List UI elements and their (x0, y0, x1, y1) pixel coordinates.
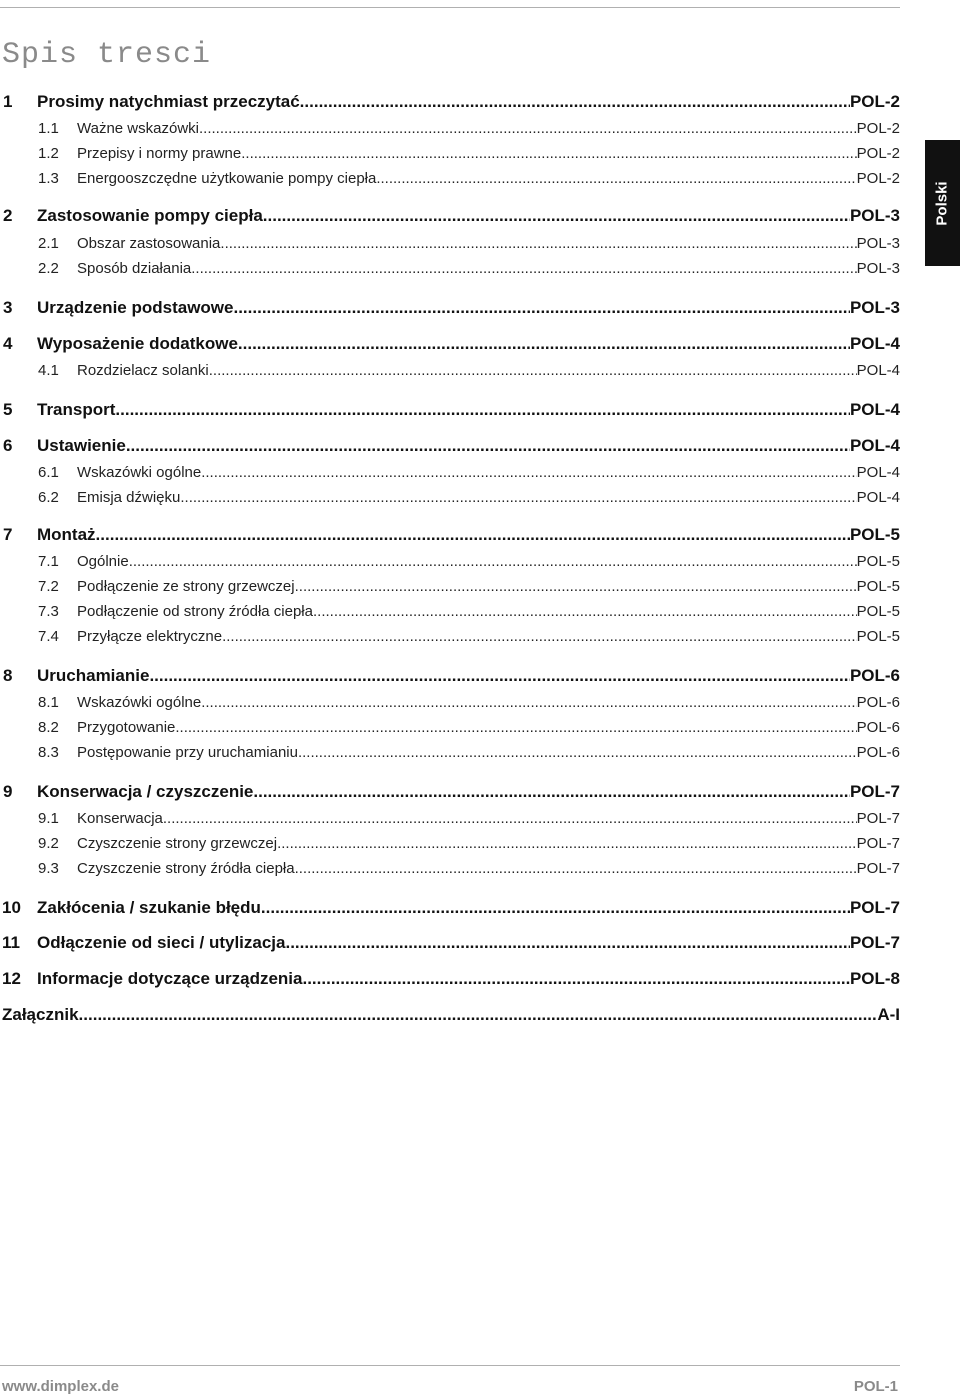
toc-entry-page: POL-7 (856, 860, 900, 877)
toc-entry-title: Czyszczenie strony źródła ciepła (77, 860, 295, 877)
toc-entry[interactable] (0, 933, 900, 955)
toc-entry-number: 10 (2, 898, 21, 917)
toc-entry-number: 4.1 (38, 362, 59, 379)
toc-entry-title: Transport (37, 400, 116, 419)
toc-entry-page: POL-7 (849, 782, 900, 801)
toc-entry-number: 9 (3, 782, 13, 801)
toc-entry[interactable] (0, 782, 900, 804)
footer-website: www.dimplex.de (2, 1378, 119, 1395)
toc-dot-leader (115, 400, 850, 420)
toc-dot-leader (376, 170, 856, 187)
toc-entry-title: Obszar zastosowania (77, 235, 221, 252)
toc-entry-page: POL-4 (849, 400, 900, 419)
toc-dot-leader (209, 362, 857, 379)
toc-entry-title: Podłączenie ze strony grzewczej (77, 578, 295, 595)
toc-entry-title: Wyposażenie dodatkowe (37, 334, 238, 353)
toc-entry[interactable] (0, 489, 900, 511)
toc-entry[interactable] (0, 400, 900, 422)
toc-entry-number: 7.4 (38, 628, 59, 645)
toc-entry[interactable] (0, 525, 900, 547)
toc-dot-leader (201, 694, 856, 711)
toc-entry[interactable] (0, 235, 900, 257)
toc-entry[interactable] (0, 206, 900, 228)
toc-entry[interactable] (0, 1005, 900, 1027)
toc-entry[interactable] (0, 334, 900, 356)
toc-entry-title: Przygotowanie (77, 719, 176, 736)
toc-entry-page: POL-2 (856, 120, 900, 137)
toc-dot-leader (285, 933, 849, 953)
toc-entry-page: POL-4 (856, 464, 900, 481)
toc-entry[interactable] (0, 744, 900, 766)
toc-entry-title: Zastosowanie pompy ciepła (37, 206, 263, 225)
toc-dot-leader (233, 298, 849, 318)
toc-entry-title: Prosimy natychmiast przeczytać (37, 92, 300, 111)
toc-entry[interactable] (0, 860, 900, 882)
toc-entry[interactable] (0, 362, 900, 384)
toc-entry-page: POL-4 (856, 489, 900, 506)
toc-dot-leader (201, 464, 856, 481)
toc-dot-leader (79, 1005, 878, 1025)
toc-dot-leader (129, 553, 857, 570)
toc-dot-leader (96, 525, 850, 545)
toc-dot-leader (261, 898, 850, 918)
toc-dot-leader (238, 334, 850, 354)
toc-entry[interactable] (0, 694, 900, 716)
toc-entry[interactable] (0, 170, 900, 192)
toc-entry-number: 7 (3, 525, 13, 544)
toc-entry-number: 4 (3, 334, 13, 353)
toc-entry[interactable] (0, 969, 900, 991)
toc-entry[interactable] (0, 603, 900, 625)
toc-entry-title: Postępowanie przy uruchamianiu (77, 744, 298, 761)
toc-entry-page: POL-3 (856, 235, 900, 252)
page-title: Spis tresci (2, 38, 212, 72)
toc-entry-number: 11 (2, 933, 20, 952)
toc-entry-number: 3 (3, 298, 13, 317)
toc-entry[interactable] (0, 298, 900, 320)
toc-entry-title: Ustawienie (37, 436, 126, 455)
toc-entry-page: POL-3 (849, 206, 900, 225)
toc-entry-page: POL-7 (849, 898, 900, 917)
toc-entry[interactable] (0, 628, 900, 650)
toc-entry-number: 12 (2, 969, 21, 988)
toc-entry-number: 2.1 (38, 235, 59, 252)
toc-entry-title: Informacje dotyczące urządzenia (37, 969, 303, 988)
toc-dot-leader (149, 666, 850, 686)
toc-entry-title: Załącznik (2, 1005, 79, 1024)
toc-entry-title: Montaż (37, 525, 96, 544)
toc-entry-number: 6.2 (38, 489, 59, 506)
toc-entry-page: POL-4 (849, 436, 900, 455)
toc-entry-title: Konserwacja (77, 810, 163, 827)
toc-entry-title: Konserwacja / czyszczenie (37, 782, 254, 801)
toc-dot-leader (302, 969, 849, 989)
toc-entry-page: POL-7 (856, 810, 900, 827)
toc-entry-title: Czyszczenie strony grzewczej (77, 835, 278, 852)
toc-entry-page: POL-6 (856, 719, 900, 736)
toc-entry-page: POL-6 (849, 666, 900, 685)
toc-dot-leader (220, 235, 856, 252)
toc-entry-page: POL-6 (856, 744, 900, 761)
toc-entry[interactable] (0, 810, 900, 832)
toc-entry[interactable] (0, 92, 900, 114)
toc-entry-title: Ogólnie (77, 553, 129, 570)
toc-entry-title: Rozdzielacz solanki (77, 362, 209, 379)
toc-entry-number: 8.1 (38, 694, 59, 711)
toc-dot-leader (263, 206, 850, 226)
toc-dot-leader (180, 489, 856, 506)
toc-entry-number: 6.1 (38, 464, 59, 481)
toc-entry-page: POL-5 (856, 603, 900, 620)
toc-dot-leader (191, 260, 856, 277)
toc-dot-leader (295, 578, 857, 595)
toc-dot-leader (241, 145, 856, 162)
toc-entry-number: 9.2 (38, 835, 59, 852)
toc-entry-number: 8 (3, 666, 13, 685)
toc-entry-page: POL-5 (856, 578, 900, 595)
toc-entry-title: Uruchamianie (37, 666, 150, 685)
toc-entry-title: Emisja dźwięku (77, 489, 181, 506)
toc-entry-number: 9.3 (38, 860, 59, 877)
toc-entry-page: A-I (877, 1005, 900, 1024)
toc-entry[interactable] (0, 145, 900, 167)
toc-entry[interactable] (0, 120, 900, 142)
toc-entry[interactable] (0, 719, 900, 741)
toc-entry-page: POL-5 (849, 525, 900, 544)
footer-page-number: POL-1 (853, 1378, 898, 1395)
top-rule (0, 7, 900, 8)
toc-dot-leader (163, 810, 857, 827)
toc-entry-title: Sposób działania (77, 260, 192, 277)
toc-entry-title: Wskazówki ogólne (77, 464, 202, 481)
toc-entry-number: 1.2 (38, 145, 59, 162)
toc-entry-number: 7.1 (38, 553, 59, 570)
toc-entry-title: Odłączenie od sieci / utylizacja (37, 933, 286, 952)
toc-dot-leader (175, 719, 856, 736)
toc-entry-title: Urządzenie podstawowe (37, 298, 234, 317)
toc-entry[interactable] (0, 666, 900, 688)
toc-entry-page: POL-7 (849, 933, 900, 952)
toc-entry-page: POL-8 (849, 969, 900, 988)
toc-entry-number: 8.3 (38, 744, 59, 761)
toc-entry-page: POL-2 (856, 170, 900, 187)
toc-entry-title: Wskazówki ogólne (77, 694, 202, 711)
toc-dot-leader (298, 744, 857, 761)
toc-entry-number: 6 (3, 436, 13, 455)
toc-entry[interactable] (0, 464, 900, 486)
toc-entry-title: Energooszczędne użytkowanie pompy ciepła (77, 170, 377, 187)
toc-dot-leader (126, 436, 850, 456)
toc-entry-number: 1.3 (38, 170, 59, 187)
toc-entry-title: Zakłócenia / szukanie błędu (37, 898, 261, 917)
toc-entry-number: 2.2 (38, 260, 59, 277)
toc-entry-title: Ważne wskazówki (77, 120, 199, 137)
toc-entry-number: 7.3 (38, 603, 59, 620)
toc-entry[interactable] (0, 835, 900, 857)
toc-entry-page: POL-7 (856, 835, 900, 852)
toc-entry-title: Przepisy i normy prawne (77, 145, 242, 162)
toc-dot-leader (295, 860, 857, 877)
toc-entry-page: POL-4 (849, 334, 900, 353)
toc-entry-number: 5 (3, 400, 13, 419)
language-tab-label: Polski (934, 180, 951, 226)
toc-entry-page: POL-3 (849, 298, 900, 317)
toc-entry[interactable] (0, 553, 900, 575)
toc-dot-leader (313, 603, 857, 620)
toc-entry-number: 2 (3, 206, 13, 225)
toc-entry-number: 9.1 (38, 810, 59, 827)
toc-dot-leader (199, 120, 857, 137)
toc-entry-page: POL-6 (856, 694, 900, 711)
toc-dot-leader (253, 782, 850, 802)
toc-entry-number: 8.2 (38, 719, 59, 736)
toc-entry-page: POL-2 (856, 145, 900, 162)
toc-entry[interactable] (0, 436, 900, 458)
toc-entry-page: POL-4 (856, 362, 900, 379)
toc-entry[interactable] (0, 578, 900, 600)
toc-entry-page: POL-5 (856, 628, 900, 645)
toc-dot-leader (222, 628, 857, 645)
language-tab (925, 140, 960, 266)
toc-dot-leader (277, 835, 857, 852)
toc-dot-leader (300, 92, 850, 112)
toc-entry-title: Przyłącze elektryczne (77, 628, 223, 645)
toc-entry-number: 1 (3, 92, 13, 111)
toc-entry[interactable] (0, 898, 900, 920)
toc-entry-number: 1.1 (38, 120, 59, 137)
toc-entry-page: POL-5 (856, 553, 900, 570)
bottom-rule (0, 1365, 900, 1366)
toc-entry[interactable] (0, 260, 900, 282)
toc-entry-title: Podłączenie od strony źródła ciepła (77, 603, 313, 620)
toc-entry-number: 7.2 (38, 578, 59, 595)
toc-entry-page: POL-2 (849, 92, 900, 111)
toc-entry-page: POL-3 (856, 260, 900, 277)
